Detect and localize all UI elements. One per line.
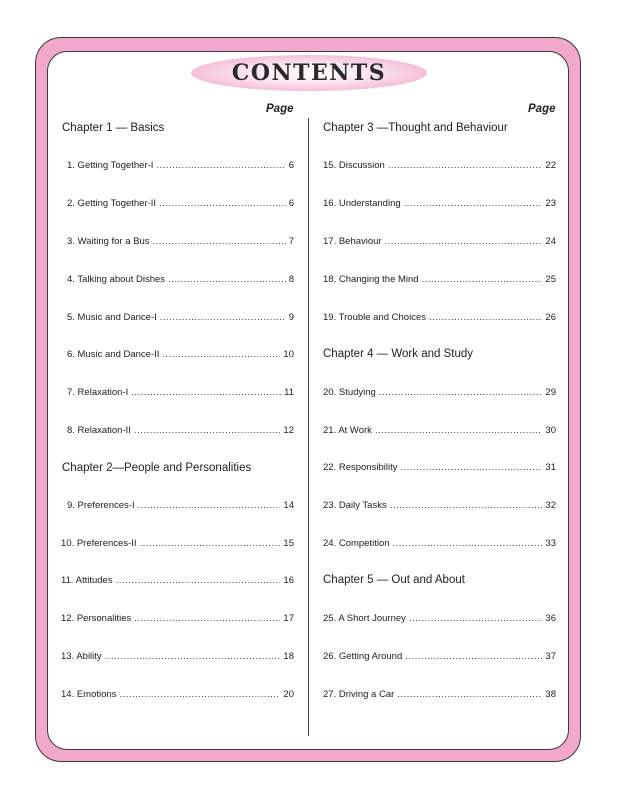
column-divider: [308, 118, 309, 736]
toc-entry[interactable]: [323, 613, 556, 627]
toc-entry-title: 13. Ability: [61, 651, 102, 662]
toc-entry[interactable]: [67, 500, 294, 514]
toc-entry[interactable]: [323, 312, 556, 326]
leader-dots: [400, 462, 542, 473]
leader-dots: [422, 274, 543, 285]
toc-entry-page: 20: [283, 689, 294, 700]
toc-entry-title: 26. Getting Around: [323, 651, 403, 662]
toc-entry[interactable]: [67, 236, 294, 250]
toc-entry-page: 10: [283, 349, 294, 360]
leader-dots: [397, 689, 542, 700]
leader-dots: [404, 198, 543, 209]
toc-entry-title: 22. Responsibility: [323, 462, 398, 473]
toc-entry[interactable]: [323, 425, 556, 439]
leader-dots: [409, 613, 543, 624]
toc-entry-title: 17. Behaviour: [323, 236, 382, 247]
toc-entry-page: 32: [545, 500, 556, 511]
toc-entry[interactable]: [67, 160, 294, 174]
leader-dots: [390, 500, 543, 511]
toc-entry-title: 23. Daily Tasks: [323, 500, 387, 511]
toc-entry-page: 8: [288, 274, 294, 285]
leader-dots: [134, 425, 281, 436]
toc-entry-page: 26: [545, 312, 556, 323]
toc-entry-page: 31: [545, 462, 556, 473]
chapter-5-heading: Chapter 5 — Out and About: [323, 574, 465, 586]
toc-entry[interactable]: [323, 462, 556, 476]
toc-entry[interactable]: [323, 387, 556, 401]
title-banner: [191, 55, 427, 91]
chapter-4-heading: Chapter 4 — Work and Study: [323, 348, 473, 360]
toc-entry-title: 16. Understanding: [323, 198, 401, 209]
toc-entry-title: 18. Changing the Mind: [323, 274, 419, 285]
toc-entry-title: 19. Trouble and Choices: [323, 312, 426, 323]
leader-dots: [379, 387, 543, 398]
toc-entry-page: 9: [288, 312, 294, 323]
leader-dots: [116, 575, 281, 586]
leader-dots: [131, 387, 281, 398]
toc-entry[interactable]: [61, 651, 294, 665]
leader-dots: [138, 500, 281, 511]
leader-dots: [105, 651, 281, 662]
toc-entry[interactable]: [323, 274, 556, 288]
page-column-header-left: Page: [266, 103, 294, 115]
toc-entry[interactable]: [67, 425, 294, 439]
leader-dots: [156, 160, 285, 171]
toc-entry-title: 21. At Work: [323, 425, 372, 436]
toc-entry[interactable]: [323, 538, 556, 552]
toc-entry-page: 23: [545, 198, 556, 209]
toc-entry[interactable]: [67, 312, 294, 326]
chapter-1-heading: Chapter 1 — Basics: [62, 122, 165, 134]
toc-entry-title: 5. Music and Dance-I: [67, 312, 157, 323]
toc-entry-title: 15. Discussion: [323, 160, 385, 171]
leader-dots: [388, 160, 543, 171]
leader-dots: [405, 651, 542, 662]
toc-entry-title: 11. Attitudes: [61, 575, 113, 586]
leader-dots: [393, 538, 543, 549]
toc-entry-title: 14. Emotions: [61, 689, 117, 700]
page-title: CONTENTS: [231, 60, 387, 86]
toc-entry[interactable]: [61, 575, 294, 589]
toc-entry-page: 38: [545, 689, 556, 700]
toc-entry[interactable]: [67, 349, 294, 363]
toc-entry-page: 16: [283, 575, 294, 586]
toc-entry-page: 11: [284, 387, 294, 398]
toc-entry-page: 17: [283, 613, 294, 624]
chapter-3-heading: Chapter 3 —Thought and Behaviour: [323, 122, 508, 134]
toc-entry[interactable]: [323, 198, 556, 212]
toc-entry-title: 2. Getting Together-II: [67, 198, 157, 209]
toc-entry-page: 36: [545, 613, 556, 624]
toc-entry-page: 37: [545, 651, 556, 662]
toc-entry[interactable]: [323, 236, 556, 250]
toc-entry[interactable]: [323, 500, 556, 514]
page-column-header-right: Page: [528, 103, 556, 115]
toc-entry-title: 10. Preferences-II: [61, 538, 137, 549]
toc-entry[interactable]: [61, 689, 294, 703]
toc-entry-page: 6: [288, 198, 294, 209]
toc-entry[interactable]: [323, 689, 556, 703]
leader-dots: [140, 538, 281, 549]
toc-entry-title: 6. Music and Dance-II: [67, 349, 160, 360]
leader-dots: [375, 425, 542, 436]
toc-entry-page: 22: [545, 160, 556, 171]
toc-entry[interactable]: [67, 274, 294, 288]
toc-entry-page: 6: [288, 160, 294, 171]
toc-entry-title: 9. Preferences-I: [67, 500, 135, 511]
toc-entry-title: 1. Getting Together-I: [67, 160, 154, 171]
toc-entry-page: 33: [545, 538, 556, 549]
chapter-2-heading: Chapter 2—People and Personalities: [62, 462, 252, 474]
toc-entry[interactable]: [323, 651, 556, 665]
toc-entry-page: 25: [545, 274, 556, 285]
leader-dots: [429, 312, 542, 323]
toc-entry-page: 14: [283, 500, 294, 511]
toc-entry[interactable]: [67, 387, 294, 401]
leader-dots: [385, 236, 543, 247]
toc-entry[interactable]: [67, 198, 294, 212]
toc-entry[interactable]: [61, 613, 294, 627]
toc-entry-title: 25. A Short Journey: [323, 613, 406, 624]
toc-entry-page: 15: [283, 538, 294, 549]
toc-entry-title: 3. Waiting for a Bus: [67, 236, 150, 247]
toc-entry-title: 12. Personalities: [61, 613, 132, 624]
leader-dots: [119, 689, 280, 700]
toc-entry-page: 30: [545, 425, 556, 436]
toc-entry-page: 29: [545, 387, 556, 398]
leader-dots: [168, 274, 286, 285]
toc-entry-page: 7: [288, 236, 294, 247]
leader-dots: [160, 312, 286, 323]
toc-entry-page: 24: [545, 236, 556, 247]
toc-entry[interactable]: [323, 160, 556, 174]
toc-entry[interactable]: [61, 538, 294, 552]
toc-entry-title: 7. Relaxation-I: [67, 387, 129, 398]
toc-entry-title: 4. Talking about Dishes: [67, 274, 166, 285]
leader-dots: [162, 349, 280, 360]
toc-entry-page: 18: [283, 651, 294, 662]
leader-dots: [153, 236, 286, 247]
toc-entry-title: 24. Competition: [323, 538, 390, 549]
toc-entry-title: 8. Relaxation-II: [67, 425, 131, 436]
toc-entry-title: 20. Studying: [323, 387, 376, 398]
leader-dots: [159, 198, 286, 209]
toc-entry-title: 27. Driving a Car: [323, 689, 395, 700]
leader-dots: [134, 613, 280, 624]
toc-entry-page: 12: [283, 425, 294, 436]
